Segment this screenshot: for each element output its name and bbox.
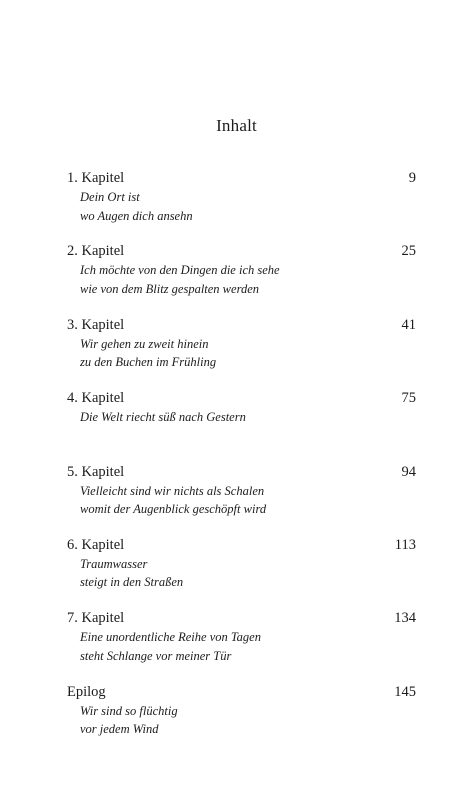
chapter-subtitle-line: womit der Augenblick geschöpft wird	[80, 502, 267, 517]
toc-entry-head	[67, 315, 416, 335]
table-of-contents	[67, 168, 416, 755]
chapter-label: 5. Kapitel	[67, 463, 125, 480]
page-number: 41	[401, 316, 416, 333]
page-number: 134	[394, 610, 416, 627]
chapter-subtitle-line: zu den Buchen im Frühling	[80, 355, 217, 370]
chapter-label: Epilog	[67, 683, 106, 700]
page-number: 75	[401, 390, 416, 407]
toc-entry	[67, 241, 416, 314]
chapter-subtitle-line: Traumwasser	[80, 556, 148, 571]
toc-entry-head	[67, 241, 416, 261]
chapter-subtitle-line: Dein Ort ist	[80, 190, 140, 204]
toc-entry	[67, 315, 416, 388]
chapter-subtitle-line: steigt in den Straßen	[80, 575, 184, 590]
chapter-subtitle-line: Die Welt riecht süß nach Gestern	[80, 410, 246, 425]
chapter-label: 6. Kapitel	[67, 536, 125, 553]
toc-entry-head	[67, 682, 416, 702]
chapter-subtitle-line: steht Schlange vor meiner Tür	[80, 648, 232, 663]
chapter-label: 7. Kapitel	[67, 610, 125, 627]
page-number: 113	[394, 536, 416, 553]
chapter-subtitle-line: Ich möchte von den Dingen die ich sehe	[80, 263, 280, 278]
page-number: 145	[394, 683, 416, 700]
toc-entry-head	[67, 462, 416, 482]
toc-entry-head	[67, 168, 416, 188]
toc-entry	[67, 608, 416, 681]
chapter-label: 4. Kapitel	[67, 390, 125, 407]
chapter-subtitle-line: Wir gehen zu zweit hinein	[80, 336, 209, 351]
chapter-label: 2. Kapitel	[67, 243, 125, 260]
toc-entry	[67, 682, 416, 755]
toc-entry	[67, 535, 416, 608]
page-title: Inhalt	[216, 116, 257, 135]
toc-entry	[67, 388, 416, 461]
chapter-label: 1. Kapitel	[67, 170, 125, 186]
chapter-subtitle-line: vor jedem Wind	[80, 722, 159, 737]
chapter-subtitle-line: wie von dem Blitz gespalten werden	[80, 281, 260, 296]
chapter-label: 3. Kapitel	[67, 316, 125, 333]
page-number: 25	[401, 243, 416, 260]
toc-entry	[67, 462, 416, 535]
toc-entry	[67, 168, 416, 241]
chapter-subtitle-line: Vielleicht sind wir nichts als Schalen	[80, 483, 265, 498]
toc-entry-head	[67, 388, 416, 408]
toc-entry-head	[67, 608, 416, 628]
chapter-subtitle-line: Eine unordentliche Reihe von Tagen	[80, 630, 261, 645]
chapter-subtitle-line: Wir sind so flüchtig	[80, 703, 178, 718]
chapter-subtitle-line: wo Augen dich ansehn	[80, 208, 193, 223]
page-number: 9	[408, 170, 416, 186]
page-number: 94	[401, 463, 416, 480]
toc-entry-head	[67, 535, 416, 555]
